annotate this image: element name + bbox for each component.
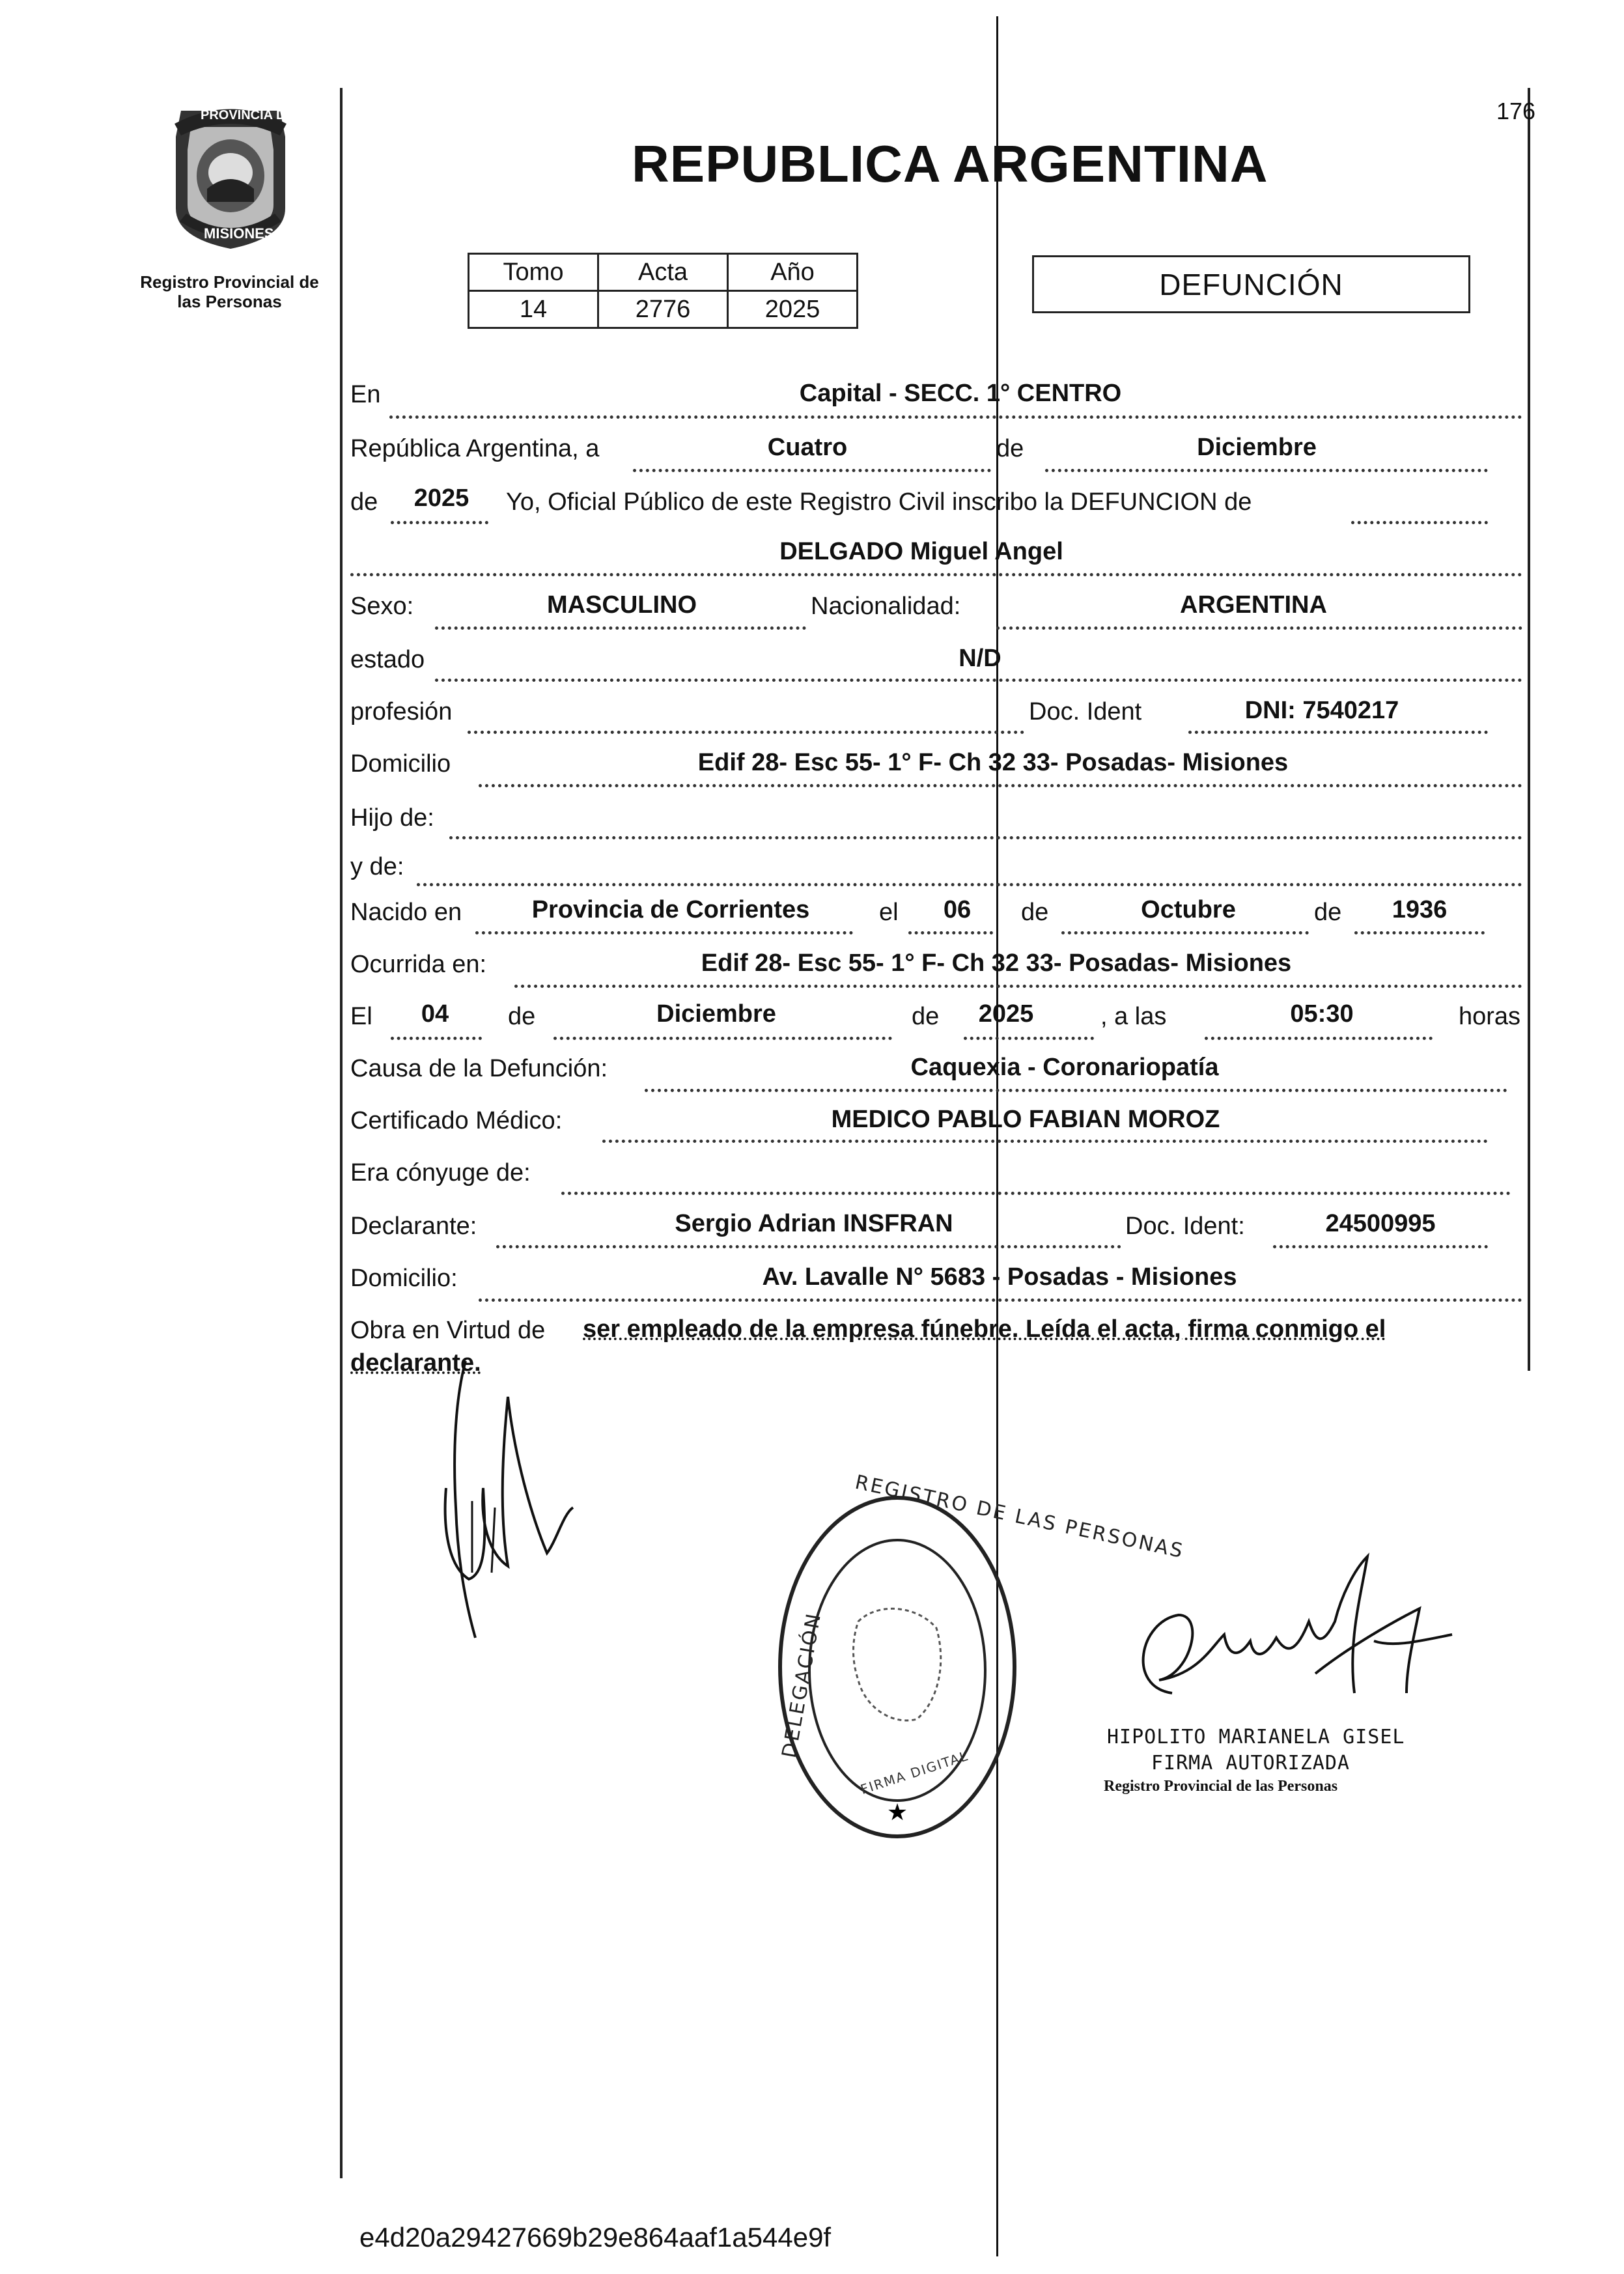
hijo-label: Hijo de: [350, 804, 434, 832]
dotted-line [468, 731, 1024, 734]
dotted-line [496, 1245, 1121, 1248]
stamp-left-text: DELEGACIÓN [777, 1610, 826, 1760]
declarante-value: Sergio Adrian INSFRAN [675, 1210, 953, 1237]
right-border [1528, 88, 1530, 1371]
dotted-line [391, 521, 488, 524]
dotted-line [479, 784, 1522, 787]
birthplace-value: Provincia de Corrientes [531, 896, 810, 923]
obra-text-2: declarante. [350, 1349, 481, 1377]
dotted-line [1205, 1037, 1433, 1040]
dotted-line [996, 626, 1522, 630]
dotted-line [1188, 731, 1488, 734]
a-las-label: , a las [1100, 1003, 1167, 1030]
deceased-name: DELGADO Miguel Angel [779, 538, 1063, 565]
official-role: FIRMA AUTORIZADA [1151, 1752, 1350, 1775]
table-cell: 14 [469, 291, 598, 328]
domicilio-label: Domicilio [350, 750, 451, 778]
stamp-inner-text: FIRMA DIGITAL [858, 1747, 971, 1798]
official-institution: Registro Provincial de las Personas [1104, 1778, 1338, 1795]
seal-text-bottom: MISIONES [204, 225, 274, 242]
registry-name [124, 272, 335, 311]
dotted-line [391, 1037, 482, 1040]
dotted-line [449, 836, 1522, 839]
de-label: de [912, 1003, 940, 1030]
dotted-line [435, 679, 1522, 682]
causa-value: Caquexia - Coronariopatía [910, 1054, 1219, 1081]
horas-label: horas [1459, 1003, 1521, 1030]
dotted-line [1354, 931, 1485, 934]
republic-label: República Argentina, a [350, 435, 600, 462]
dotted-line [602, 1140, 1488, 1143]
death-day-value: 04 [421, 1000, 449, 1028]
dotted-line [553, 1037, 892, 1040]
nacido-label: Nacido en [350, 899, 462, 926]
dotted-line [479, 1298, 1522, 1302]
birth-day-value: 06 [943, 896, 972, 923]
dotted-line [633, 469, 991, 472]
domicilio-value: Edif 28- Esc 55- 1° F- Ch 32 33- Posadas- Misiones [697, 749, 1289, 776]
nacionalidad-label: Nacionalidad: [811, 593, 961, 620]
domicilio2-label: Domicilio: [350, 1265, 458, 1292]
table-cell: 2776 [598, 291, 728, 328]
dotted-line [1273, 1245, 1488, 1248]
left-border [340, 88, 343, 2178]
sexo-value: MASCULINO [546, 591, 697, 619]
doc-ident-label: Doc. Ident [1029, 698, 1142, 725]
document-hash: e4d20a29427669b29e864aaf1a544e9f [359, 2222, 832, 2253]
death-month-value: Diciembre [656, 1000, 776, 1028]
en-label: En [350, 381, 381, 408]
table-header: Acta [598, 254, 728, 291]
obra-label: Obra en Virtud de [350, 1317, 546, 1344]
declarante-doc-value: 24500995 [1325, 1210, 1436, 1237]
certificado-label: Certificado Médico: [350, 1107, 563, 1134]
dotted-line [561, 1192, 1511, 1195]
provincial-seal [155, 98, 306, 254]
table-cell: 2025 [728, 291, 858, 328]
month-value: Diciembre [1197, 434, 1317, 461]
y-de-label: y de: [350, 853, 404, 880]
dotted-line [514, 985, 1522, 988]
dotted-line [908, 931, 993, 934]
birth-year-value: 1936 [1392, 896, 1448, 923]
document-type-box: DEFUNCIÓN [1032, 255, 1470, 313]
svg-text:★: ★ [886, 1799, 908, 1826]
de-label: de [1314, 899, 1342, 926]
fold-line [996, 16, 998, 2256]
obra-text: ser empleado de la empresa fúnebre. Leída el acta, firma conmigo el [583, 1315, 1386, 1343]
estado-label: estado [350, 646, 425, 673]
dotted-line [417, 883, 1522, 886]
estado-value: N/D [959, 645, 1001, 672]
dotted-line [475, 931, 853, 934]
dotted-line [645, 1089, 1507, 1092]
page-number: 176 [1496, 98, 1536, 124]
declarant-signature [417, 1358, 580, 1644]
dotted-line [389, 415, 1522, 419]
page-title: REPUBLICA ARGENTINA [632, 135, 1268, 193]
de-label: de [1021, 899, 1049, 926]
death-time-value: 05:30 [1290, 1000, 1354, 1028]
doc-ident2-label: Doc. Ident: [1125, 1213, 1245, 1240]
doc-ident-value: DNI: 7540217 [1244, 697, 1399, 724]
death-year-value: 2025 [978, 1000, 1034, 1028]
stamp-outer-text: REGISTRO DE LAS PERSONAS [852, 1470, 1186, 1564]
dotted-line [1061, 931, 1309, 934]
dotted-line [350, 573, 1522, 576]
conyuge-label: Era cónyuge de: [350, 1159, 531, 1186]
table-header: Tomo [469, 254, 598, 291]
statement-text: Yo, Oficial Público de este Registro Civil inscribo la DEFUNCION de [506, 488, 1252, 516]
record-table [468, 253, 858, 329]
de-label: de [996, 435, 1024, 462]
table-header: Año [728, 254, 858, 291]
seal-text-top: PROVINCIA DE [201, 108, 294, 122]
year-value: 2025 [413, 484, 469, 512]
dotted-line [1351, 521, 1488, 524]
profesion-label: profesión [350, 698, 453, 725]
dotted-line [964, 1037, 1094, 1040]
declarante-domicilio-value: Av. Lavalle N° 5683 - Posadas - Misiones [762, 1263, 1237, 1291]
nacionalidad-value: ARGENTINA [1180, 591, 1327, 619]
registry-stamp [774, 1470, 1186, 1843]
ocurrida-label: Ocurrida en: [350, 951, 487, 978]
de-label: de [350, 488, 378, 516]
el-label: el [879, 899, 899, 926]
dotted-line [435, 626, 806, 630]
registry-name-line2: las Personas [177, 292, 282, 311]
birth-month-value: Octubre [1141, 896, 1236, 923]
de-label: de [508, 1003, 536, 1030]
place-value: Capital - SECC. 1° CENTRO [799, 380, 1122, 407]
death-place-value: Edif 28- Esc 55- 1° F- Ch 32 33- Posadas- Misiones [701, 949, 1292, 977]
official-name: HIPOLITO MARIANELA GISEL [1107, 1726, 1405, 1748]
day-words-value: Cuatro [767, 434, 848, 461]
sexo-label: Sexo: [350, 593, 414, 620]
causa-label: Causa de la Defunción: [350, 1055, 608, 1082]
registry-name-line1: Registro Provincial de [140, 272, 319, 292]
dotted-line [1045, 469, 1488, 472]
el-cap-label: El [350, 1003, 372, 1030]
certificado-value: MEDICO PABLO FABIAN MOROZ [831, 1106, 1220, 1133]
declarante-label: Declarante: [350, 1213, 477, 1240]
